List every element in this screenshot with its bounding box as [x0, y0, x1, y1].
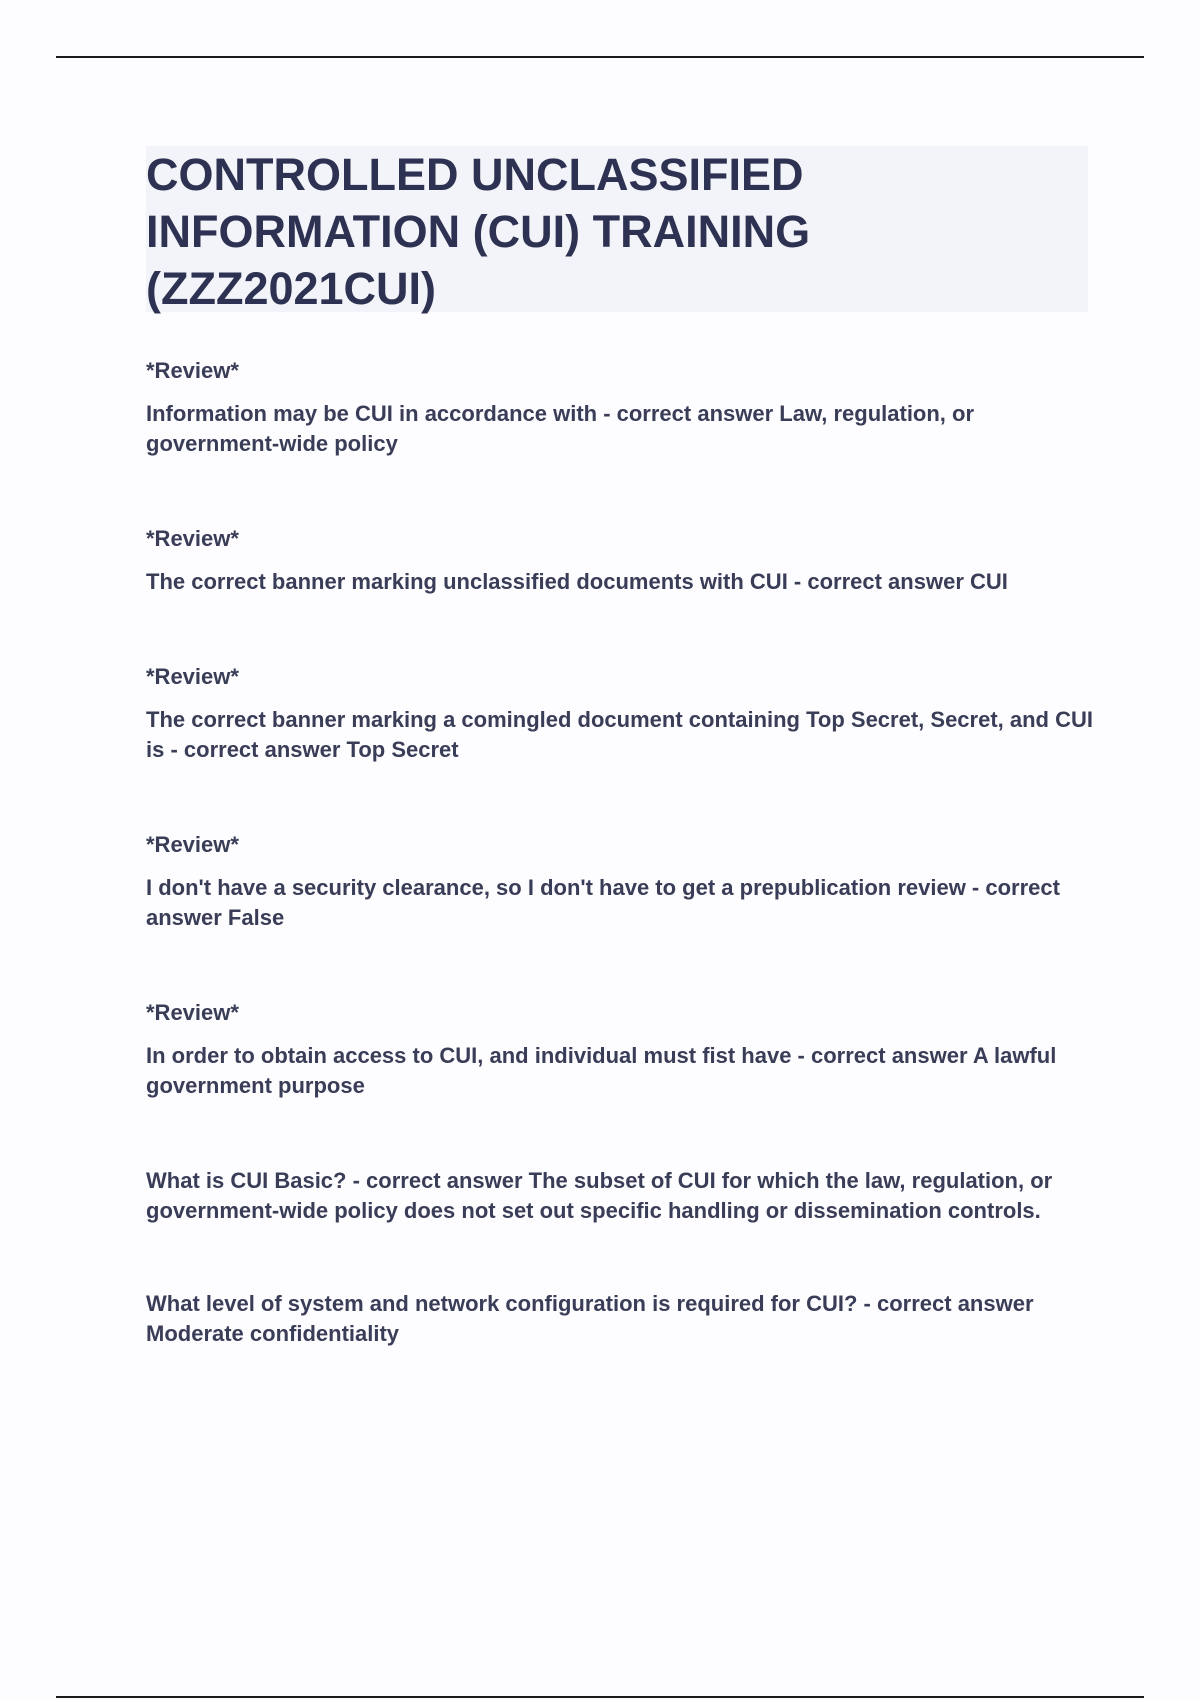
qa-entry	[146, 662, 1096, 765]
qa-entry	[146, 998, 1096, 1101]
qa-entry	[146, 1166, 1096, 1226]
qa-text: I don't have a security clearance, so I don't have to get a prepublication review - correct answer False	[146, 875, 1060, 930]
top-rule	[56, 56, 1144, 58]
qa-text: In order to obtain access to CUI, and individual must fist have - correct answer A lawful government purpose	[146, 1043, 1057, 1098]
bottom-rule	[56, 1696, 1144, 1698]
review-label: *Review*	[146, 1000, 239, 1025]
qa-entry	[146, 1289, 1096, 1349]
review-label: *Review*	[146, 832, 239, 857]
document-body	[146, 356, 1096, 1412]
qa-text: The correct banner marking a comingled document containing Top Secret, Secret, and CUI is - correct answer Top Secret	[146, 707, 1093, 762]
qa-text: Information may be CUI in accordance with - correct answer Law, regulation, or government-wide policy	[146, 401, 975, 456]
review-label: *Review*	[146, 664, 239, 689]
qa-entry	[146, 356, 1096, 459]
qa-text: What is CUI Basic? - correct answer The subset of CUI for which the law, regulation, or government-wide policy does not set out specific handling or dissemination controls.	[146, 1168, 1053, 1223]
qa-text: The correct banner marking unclassified documents with CUI - correct answer CUI	[146, 569, 1008, 594]
review-label: *Review*	[146, 358, 239, 383]
qa-text: What level of system and network configuration is required for CUI? - correct answer Moderate confidentiality	[146, 1291, 1034, 1346]
qa-entry	[146, 524, 1096, 597]
page-title: CONTROLLED UNCLASSIFIED INFORMATION (CUI) TRAINING (ZZZ2021CUI)	[146, 149, 811, 314]
review-label: *Review*	[146, 526, 239, 551]
title-block	[146, 146, 1088, 312]
qa-entry	[146, 830, 1096, 933]
